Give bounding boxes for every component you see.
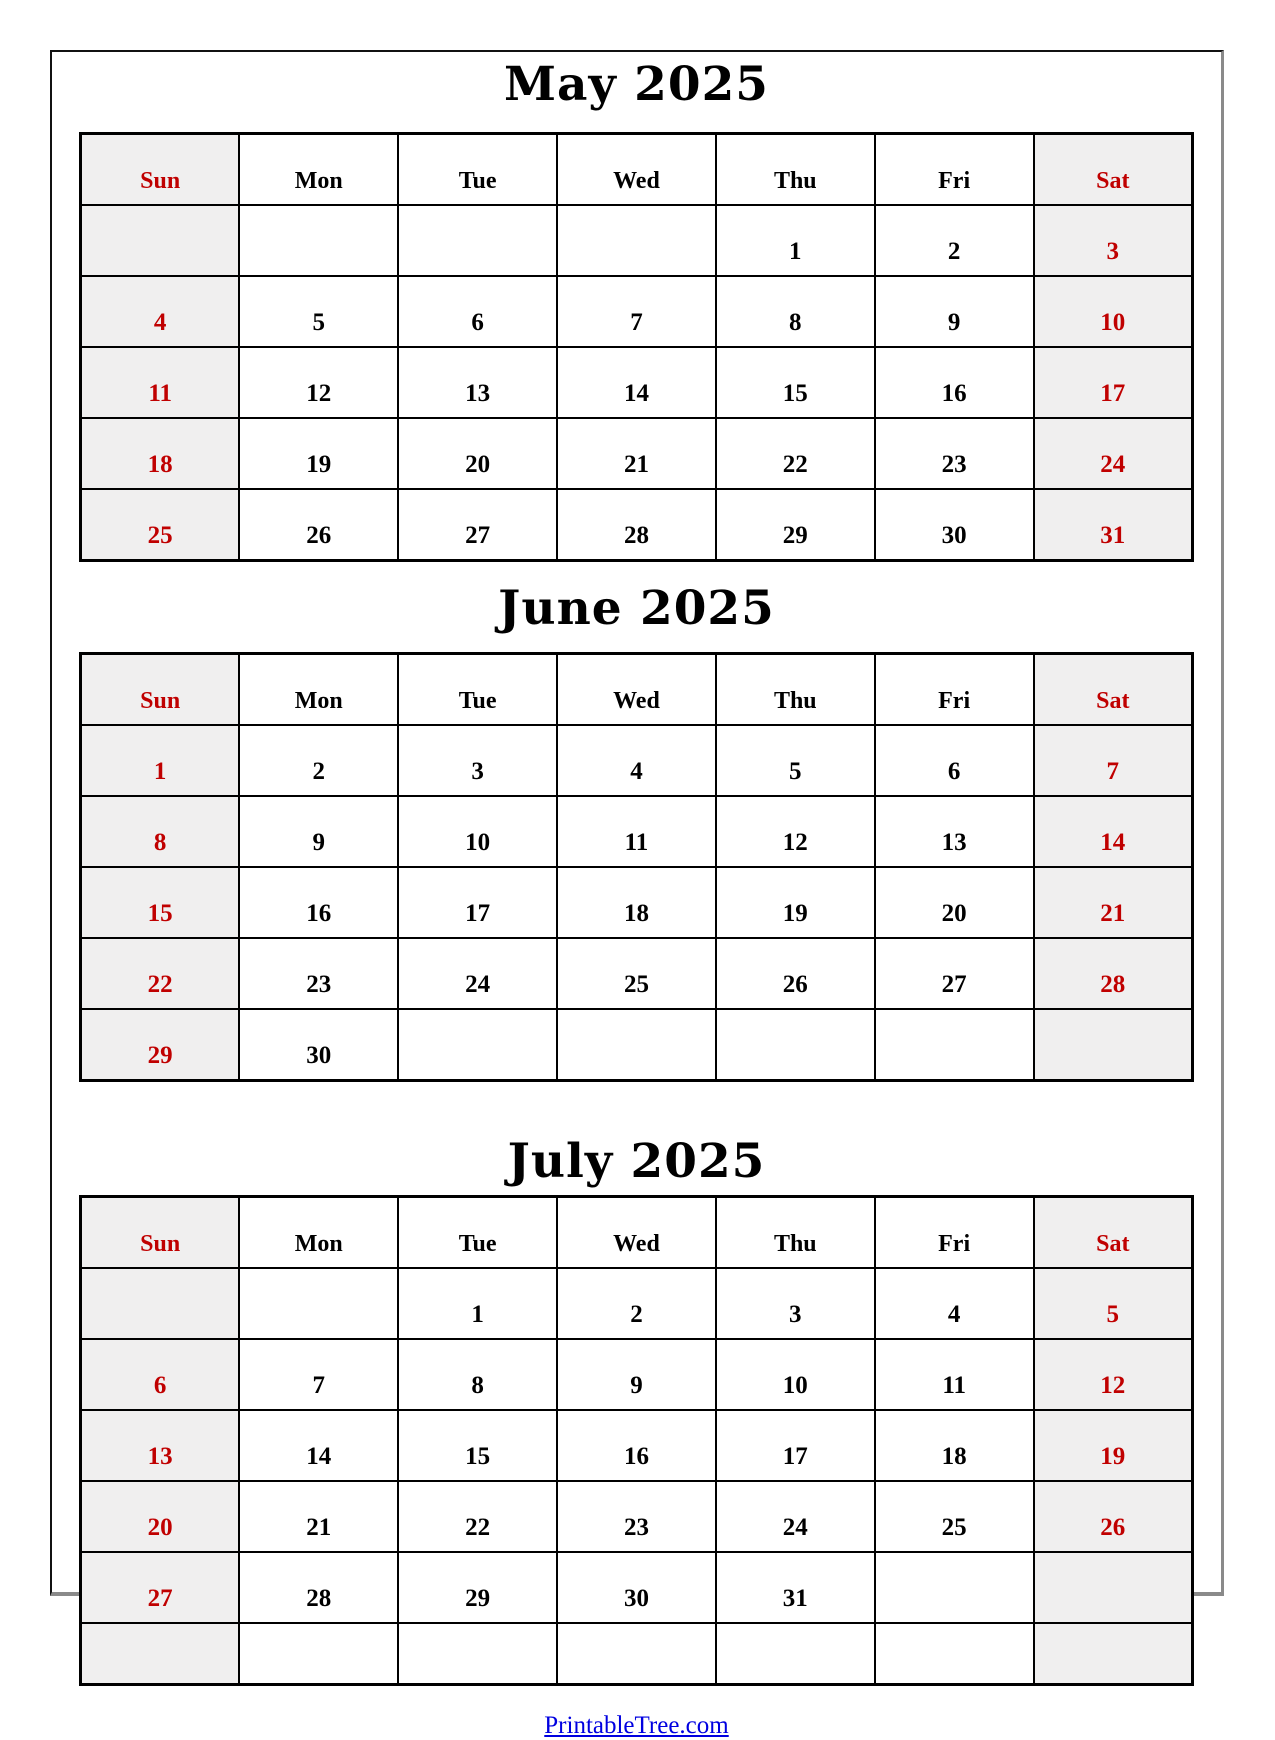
day-cell-25: 25	[875, 1481, 1034, 1552]
day-header-mon: Mon	[239, 1197, 398, 1269]
day-cell-14: 14	[239, 1410, 398, 1481]
empty-day-cell	[557, 1623, 716, 1685]
week-row	[81, 938, 1193, 1009]
day-cell-1: 1	[81, 725, 240, 796]
day-cell-22: 22	[716, 418, 875, 489]
day-cell-14: 14	[557, 347, 716, 418]
week-row	[81, 347, 1193, 418]
day-cell-29: 29	[81, 1009, 240, 1081]
day-cell-26: 26	[716, 938, 875, 1009]
day-cell-25: 25	[81, 489, 240, 561]
day-cell-21: 21	[557, 418, 716, 489]
day-cell-3: 3	[1034, 205, 1193, 276]
day-cell-14: 14	[1034, 796, 1193, 867]
day-cell-21: 21	[1034, 867, 1193, 938]
day-header-tue: Tue	[398, 1197, 557, 1269]
month-title-may: May 2025	[504, 57, 769, 112]
day-header-wed: Wed	[557, 134, 716, 206]
week-row	[81, 489, 1193, 561]
day-cell-2: 2	[557, 1268, 716, 1339]
day-cell-28: 28	[1034, 938, 1193, 1009]
day-cell-10: 10	[716, 1339, 875, 1410]
day-header-fri: Fri	[875, 134, 1034, 206]
day-header-fri: Fri	[875, 1197, 1034, 1269]
calendar-page	[50, 50, 1224, 1739]
day-cell-13: 13	[81, 1410, 240, 1481]
day-cell-28: 28	[557, 489, 716, 561]
day-cell-24: 24	[398, 938, 557, 1009]
week-row	[81, 1481, 1193, 1552]
day-cell-11: 11	[557, 796, 716, 867]
empty-day-cell	[239, 1623, 398, 1685]
empty-day-cell	[557, 1009, 716, 1081]
day-cell-23: 23	[557, 1481, 716, 1552]
calendar-content	[52, 57, 1221, 1740]
day-header-sun: Sun	[81, 134, 240, 206]
empty-day-cell	[875, 1623, 1034, 1685]
day-cell-19: 19	[239, 418, 398, 489]
week-row	[81, 205, 1193, 276]
empty-day-cell	[716, 1009, 875, 1081]
day-cell-6: 6	[875, 725, 1034, 796]
day-cell-8: 8	[81, 796, 240, 867]
day-cell-18: 18	[81, 418, 240, 489]
day-cell-12: 12	[239, 347, 398, 418]
day-cell-1: 1	[716, 205, 875, 276]
day-cell-4: 4	[875, 1268, 1034, 1339]
week-row	[81, 1410, 1193, 1481]
day-cell-28: 28	[239, 1552, 398, 1623]
day-header-sun: Sun	[81, 1197, 240, 1269]
day-cell-20: 20	[81, 1481, 240, 1552]
day-cell-18: 18	[557, 867, 716, 938]
day-cell-15: 15	[398, 1410, 557, 1481]
day-header-tue: Tue	[398, 654, 557, 726]
calendar-table-july	[79, 1195, 1194, 1686]
day-cell-4: 4	[81, 276, 240, 347]
day-cell-5: 5	[1034, 1268, 1193, 1339]
empty-day-cell	[398, 1623, 557, 1685]
day-cell-24: 24	[716, 1481, 875, 1552]
day-header-wed: Wed	[557, 1197, 716, 1269]
day-cell-19: 19	[716, 867, 875, 938]
empty-day-cell	[875, 1009, 1034, 1081]
empty-day-cell	[716, 1623, 875, 1685]
day-cell-29: 29	[398, 1552, 557, 1623]
day-cell-2: 2	[239, 725, 398, 796]
day-cell-10: 10	[1034, 276, 1193, 347]
day-header-mon: Mon	[239, 654, 398, 726]
day-cell-13: 13	[875, 796, 1034, 867]
empty-day-cell	[81, 205, 240, 276]
day-cell-4: 4	[557, 725, 716, 796]
month-title-july: July 2025	[507, 1134, 766, 1189]
week-row	[81, 1623, 1193, 1685]
day-cell-5: 5	[239, 276, 398, 347]
week-row	[81, 418, 1193, 489]
day-cell-27: 27	[81, 1552, 240, 1623]
empty-day-cell	[398, 205, 557, 276]
day-header-sun: Sun	[81, 654, 240, 726]
day-cell-26: 26	[1034, 1481, 1193, 1552]
day-cell-27: 27	[398, 489, 557, 561]
day-cell-22: 22	[398, 1481, 557, 1552]
day-cell-10: 10	[398, 796, 557, 867]
empty-day-cell	[81, 1623, 240, 1685]
day-header-fri: Fri	[875, 654, 1034, 726]
day-cell-15: 15	[716, 347, 875, 418]
day-cell-6: 6	[398, 276, 557, 347]
day-cell-7: 7	[1034, 725, 1193, 796]
day-cell-2: 2	[875, 205, 1034, 276]
week-row	[81, 276, 1193, 347]
day-cell-16: 16	[557, 1410, 716, 1481]
day-cell-26: 26	[239, 489, 398, 561]
day-cell-22: 22	[81, 938, 240, 1009]
day-cell-17: 17	[1034, 347, 1193, 418]
empty-day-cell	[1034, 1623, 1193, 1685]
day-cell-17: 17	[398, 867, 557, 938]
day-cell-25: 25	[557, 938, 716, 1009]
day-cell-31: 31	[1034, 489, 1193, 561]
day-cell-20: 20	[875, 867, 1034, 938]
day-cell-27: 27	[875, 938, 1034, 1009]
day-cell-1: 1	[398, 1268, 557, 1339]
day-cell-12: 12	[716, 796, 875, 867]
week-row	[81, 867, 1193, 938]
day-cell-8: 8	[716, 276, 875, 347]
week-row	[81, 1268, 1193, 1339]
day-cell-30: 30	[239, 1009, 398, 1081]
footer	[79, 1712, 1194, 1740]
empty-day-cell	[239, 1268, 398, 1339]
week-row	[81, 725, 1193, 796]
day-cell-30: 30	[875, 489, 1034, 561]
empty-day-cell	[1034, 1552, 1193, 1623]
day-header-row	[81, 1197, 1193, 1269]
printabletree-link[interactable]: PrintableTree.com	[544, 1712, 729, 1739]
day-header-tue: Tue	[398, 134, 557, 206]
day-header-sat: Sat	[1034, 134, 1193, 206]
day-cell-9: 9	[239, 796, 398, 867]
day-cell-31: 31	[716, 1552, 875, 1623]
day-cell-20: 20	[398, 418, 557, 489]
day-cell-5: 5	[716, 725, 875, 796]
day-cell-9: 9	[875, 276, 1034, 347]
day-cell-6: 6	[81, 1339, 240, 1410]
day-cell-23: 23	[239, 938, 398, 1009]
calendar-table-may	[79, 132, 1194, 562]
day-cell-7: 7	[557, 276, 716, 347]
week-row	[81, 796, 1193, 867]
day-cell-17: 17	[716, 1410, 875, 1481]
day-cell-13: 13	[398, 347, 557, 418]
day-header-sat: Sat	[1034, 654, 1193, 726]
empty-day-cell	[398, 1009, 557, 1081]
day-cell-7: 7	[239, 1339, 398, 1410]
day-cell-21: 21	[239, 1481, 398, 1552]
day-header-mon: Mon	[239, 134, 398, 206]
empty-day-cell	[1034, 1009, 1193, 1081]
week-row	[81, 1339, 1193, 1410]
day-cell-9: 9	[557, 1339, 716, 1410]
day-cell-19: 19	[1034, 1410, 1193, 1481]
day-cell-11: 11	[875, 1339, 1034, 1410]
day-header-sat: Sat	[1034, 1197, 1193, 1269]
day-cell-11: 11	[81, 347, 240, 418]
month-title-june: June 2025	[498, 581, 775, 636]
day-header-thu: Thu	[716, 134, 875, 206]
day-cell-23: 23	[875, 418, 1034, 489]
day-cell-18: 18	[875, 1410, 1034, 1481]
day-cell-16: 16	[239, 867, 398, 938]
empty-day-cell	[239, 205, 398, 276]
day-cell-8: 8	[398, 1339, 557, 1410]
day-header-wed: Wed	[557, 654, 716, 726]
day-header-thu: Thu	[716, 654, 875, 726]
day-cell-12: 12	[1034, 1339, 1193, 1410]
week-row	[81, 1552, 1193, 1623]
day-cell-30: 30	[557, 1552, 716, 1623]
day-cell-29: 29	[716, 489, 875, 561]
day-cell-3: 3	[398, 725, 557, 796]
week-row	[81, 1009, 1193, 1081]
day-header-row	[81, 654, 1193, 726]
calendar-table-june	[79, 652, 1194, 1082]
day-header-row	[81, 134, 1193, 206]
empty-day-cell	[81, 1268, 240, 1339]
empty-day-cell	[557, 205, 716, 276]
day-cell-16: 16	[875, 347, 1034, 418]
day-cell-24: 24	[1034, 418, 1193, 489]
day-header-thu: Thu	[716, 1197, 875, 1269]
day-cell-15: 15	[81, 867, 240, 938]
day-cell-3: 3	[716, 1268, 875, 1339]
empty-day-cell	[875, 1552, 1034, 1623]
